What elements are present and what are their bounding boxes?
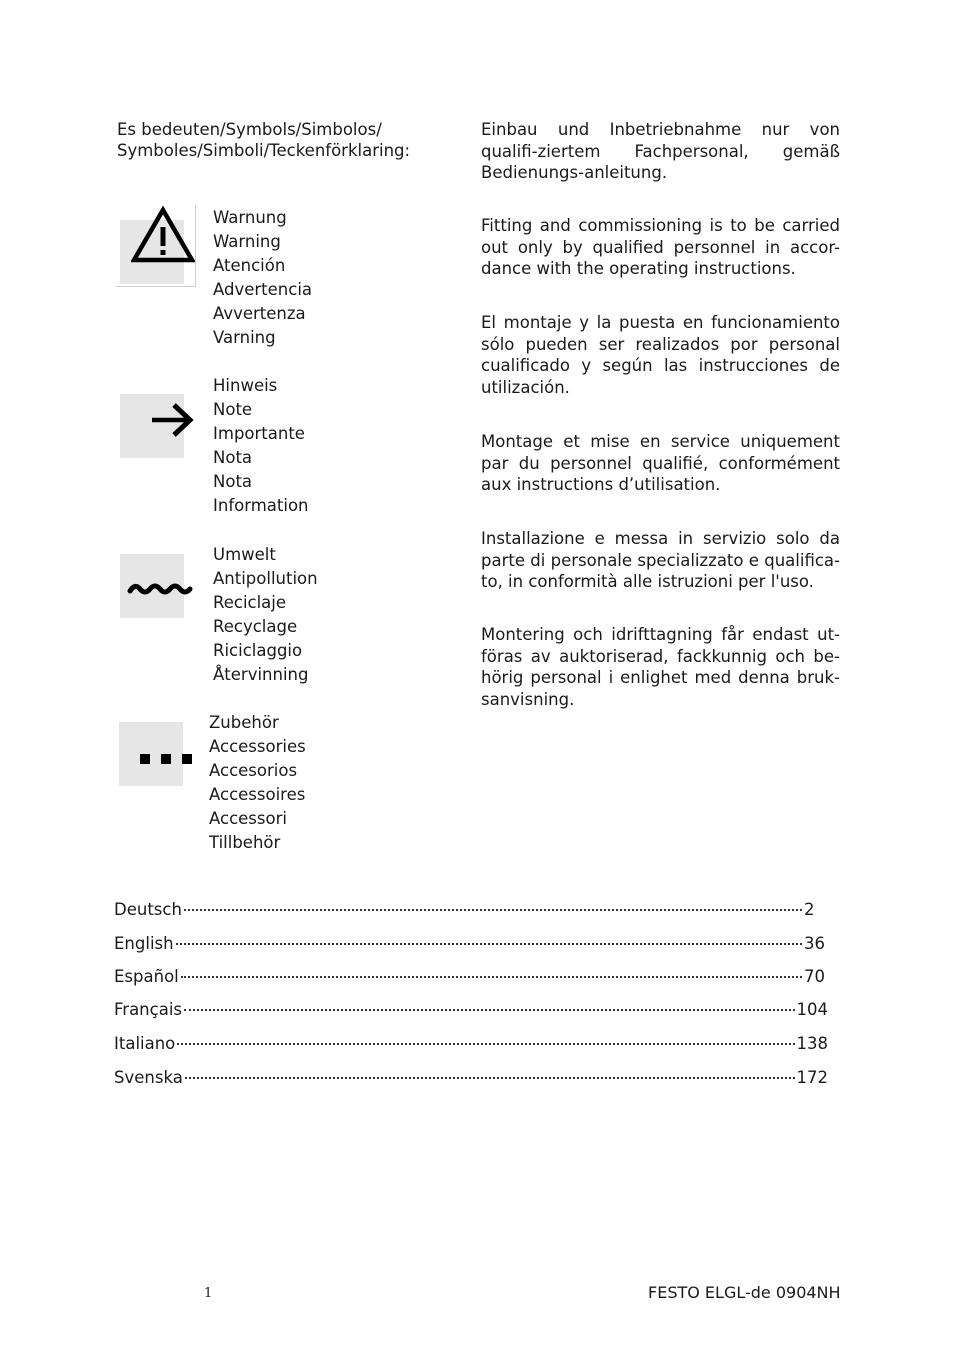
toc-entry-english[interactable] bbox=[114, 934, 828, 956]
notice-en bbox=[481, 215, 840, 280]
toc-leader bbox=[181, 976, 802, 978]
notice-es bbox=[481, 312, 840, 399]
toc-entry-francais[interactable] bbox=[114, 1000, 828, 1022]
accessories-symbol bbox=[119, 722, 183, 786]
accessories-label: Zubehör bbox=[209, 713, 279, 732]
note-label: Importante bbox=[213, 424, 305, 443]
warning-label: Warnung bbox=[213, 208, 287, 227]
notice-text: Einbau und Inbetriebnahme nur von qualifi-ziertem Fachpersonal, gemäß Bedienungs-anleitung. bbox=[481, 120, 840, 183]
accessories-label: Accesorios bbox=[209, 761, 298, 780]
three-squares-accessories-icon bbox=[119, 722, 199, 786]
accessories-label: Accessori bbox=[209, 809, 287, 828]
note-labels bbox=[213, 374, 309, 518]
accessories-label: Accessoires bbox=[209, 785, 306, 804]
toc-language: Français bbox=[114, 1000, 183, 1019]
toc-leader bbox=[177, 1043, 794, 1045]
page-number: 1 bbox=[204, 1286, 213, 1301]
notice-it bbox=[481, 528, 840, 593]
toc-leader bbox=[184, 1009, 794, 1011]
notice-text: Montage et mise en service uniquement par du personnel qualifié, conformément aux instructions d’utilisation. bbox=[481, 432, 840, 495]
note-label: Nota bbox=[213, 472, 253, 491]
document-code: FESTO ELGL-de 0904NH bbox=[648, 1283, 841, 1302]
toc-page: 36 bbox=[804, 934, 825, 953]
legend-heading-line2: Symboles/Simboli/Teckenförklaring: bbox=[117, 141, 411, 160]
note-label: Note bbox=[213, 400, 253, 419]
notice-sv bbox=[481, 624, 840, 711]
toc-language: Svenska bbox=[114, 1068, 183, 1087]
toc-page: 138 bbox=[796, 1034, 828, 1053]
notice-text: Montering och idrifttagning får endast ut-föras av auktoriserad, fackkunnig och be-hörig personal i enlighet med denna bruk-sanvisning. bbox=[481, 625, 840, 710]
warning-triangle-icon bbox=[131, 205, 195, 265]
toc-page: 172 bbox=[796, 1068, 828, 1087]
wave-environment-icon bbox=[120, 554, 200, 618]
environment-label: Riciclaggio bbox=[213, 641, 303, 660]
environment-symbol bbox=[120, 554, 184, 618]
note-symbol bbox=[120, 394, 184, 458]
toc-leader bbox=[184, 909, 802, 911]
legend-heading bbox=[117, 119, 410, 161]
notice-text: Installazione e messa in servizio solo da parte di personale specializzato e qualifica-to, in conformità alle istruzioni per l'uso. bbox=[481, 529, 840, 592]
toc-page: 104 bbox=[796, 1000, 828, 1019]
environment-label: Återvinning bbox=[213, 665, 309, 684]
toc-page: 2 bbox=[804, 900, 815, 919]
warning-label: Warning bbox=[213, 232, 281, 251]
warning-label: Atención bbox=[213, 256, 286, 275]
note-label: Hinweis bbox=[213, 376, 278, 395]
toc-leader bbox=[185, 1077, 795, 1079]
note-label: Nota bbox=[213, 448, 253, 467]
environment-labels bbox=[213, 543, 318, 687]
environment-label: Reciclaje bbox=[213, 593, 287, 612]
note-label: Information bbox=[213, 496, 309, 515]
notice-de bbox=[481, 119, 840, 184]
arrow-right-icon bbox=[120, 394, 200, 458]
accessories-label: Accessories bbox=[209, 737, 306, 756]
toc-page: 70 bbox=[804, 967, 825, 986]
warning-label: Advertencia bbox=[213, 280, 313, 299]
environment-label: Recyclage bbox=[213, 617, 298, 636]
warning-label: Avvertenza bbox=[213, 304, 306, 323]
toc-leader bbox=[176, 943, 802, 945]
notice-fr bbox=[481, 431, 840, 496]
toc-language: English bbox=[114, 934, 174, 953]
accessories-label: Tillbehör bbox=[209, 833, 281, 852]
notice-text: El montaje y la puesta en funcionamiento sólo pueden ser realizados por personal cualificado y según las instrucciones de utilización. bbox=[481, 313, 840, 398]
toc-entry-svenska[interactable] bbox=[114, 1068, 828, 1090]
warning-labels bbox=[213, 206, 312, 350]
toc-entry-espanol[interactable] bbox=[114, 967, 828, 989]
notice-text: Fitting and commissioning is to be carried out only by qualified personnel in accor-dance with the operating instructions. bbox=[481, 216, 840, 279]
warning-label: Varning bbox=[213, 328, 276, 347]
accessories-labels bbox=[209, 711, 306, 855]
toc-language: Español bbox=[114, 967, 179, 986]
environment-label: Antipollution bbox=[213, 569, 318, 588]
toc-language: Italiano bbox=[114, 1034, 176, 1053]
toc-language: Deutsch bbox=[114, 900, 182, 919]
toc-entry-deutsch[interactable] bbox=[114, 900, 828, 922]
environment-label: Umwelt bbox=[213, 545, 276, 564]
toc-entry-italiano[interactable] bbox=[114, 1034, 828, 1056]
legend-heading-line1: Es bedeuten/Symbols/Simbolos/ bbox=[117, 120, 382, 139]
